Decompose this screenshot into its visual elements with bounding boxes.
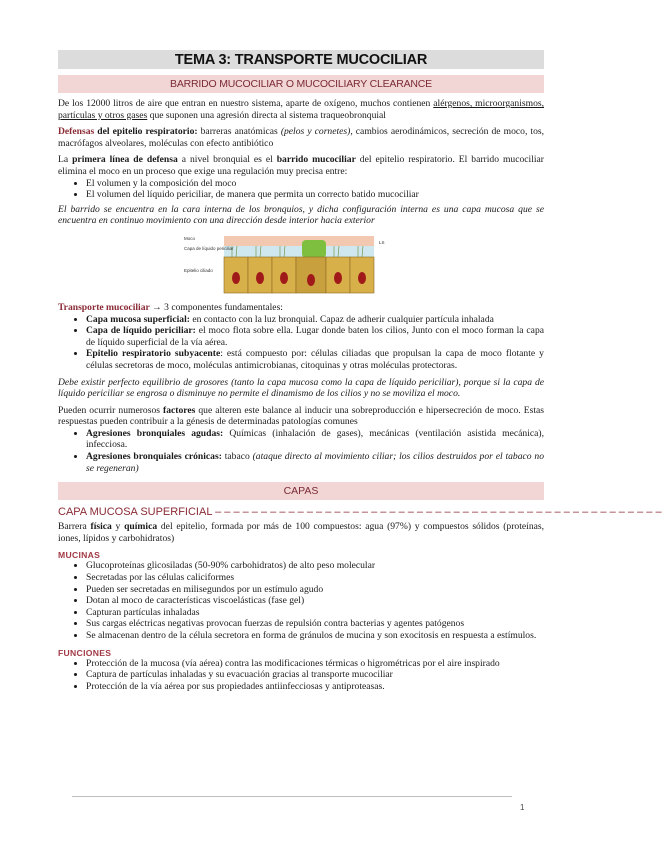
capa-mucosa-heading — [58, 506, 662, 519]
funciones-heading: FUNCIONES — [58, 647, 112, 658]
text: que suponen una agresión directa al sistema traqueobronquial — [147, 109, 386, 121]
epithelial-cells — [224, 257, 374, 293]
list-item: • Captura de partículas inhaladas y su evacuación gracias al transporte mucociliar — [86, 669, 544, 681]
figure-label-right: LS — [379, 239, 385, 245]
text: del epitelio respiratorio. El barrido mucociliar elimina el moco en un proceso que exige una regulación muy precisa entre: — [58, 154, 544, 177]
intro-paragraph-3 — [58, 154, 544, 177]
keyword-defensas: Defensas — [58, 126, 95, 138]
text: y — [111, 521, 125, 533]
list-item — [86, 325, 544, 348]
figure-label-moco: Moco — [184, 235, 196, 241]
document-page — [58, 50, 662, 692]
list-item — [86, 451, 544, 474]
mucinas-list — [58, 560, 544, 641]
list-item: • Protección de la mucosa (vía aérea) contra las modificaciones térmicas o higrométricas por el aire inspirado — [86, 658, 544, 670]
list-item: • Se almacenan dentro de la célula secretora en forma de gránulos de mucina y son exocitosis en respuesta a estímulos. — [86, 630, 544, 642]
keyword-transporte: Transporte mucociliar — [58, 301, 150, 313]
page-title: TEMA 3: TRANSPORTE MUCOCILIAR — [58, 50, 544, 69]
barrera-paragraph — [58, 521, 544, 544]
list-item — [86, 348, 544, 371]
text: el moco flota sobre ella. Lugar donde baten los cilios, Junto con el moco forman la capa de líquido superficial de la vía aérea. — [86, 325, 544, 348]
heading-text: CAPA MUCOSA SUPERFICIAL — [58, 506, 213, 519]
bold-text: Agresiones bronquiales agudas: — [86, 427, 224, 439]
italic-text: (ataque directo al movimiento ciliar; los cilios destruidos por el tabaco no se regeneran) — [86, 451, 544, 474]
text: barreras anatómicas — [197, 126, 281, 138]
list-item: • Pueden ser secretadas en milisegundos por un estímulo agudo — [86, 584, 544, 596]
text: Químicas (inhalación de gases), mecánicas (ventilación asistida mecánica), infecciosa. — [86, 427, 544, 451]
factores-paragraph — [58, 405, 544, 428]
mucinas-heading: MUCINAS — [58, 550, 101, 561]
equilibrio-note: Debe existir perfecto equilibrio de grosores (tanto la capa mucosa como la capa de líquido periciliar), porque si la capa de líquido periciliar se engrosa o disminuye no permite el dinamismo de los cilios y no se moviliza el moco. — [58, 376, 544, 400]
bold-text: primera línea de defensa — [72, 154, 178, 166]
heading-rule: – – – – – – – – – – – – – – – – – – – – – – – – – – – – – – – – – – – – – – – – – – – – – – – – – — [215, 506, 662, 519]
list-item: • Secretadas por las células caliciformes — [86, 572, 544, 584]
footer-divider — [72, 796, 512, 797]
section-subtitle: BARRIDO MUCOCILIAR O MUCOCILIARY CLEARANCE — [58, 75, 544, 93]
regulation-list — [58, 178, 544, 201]
bold-text: física — [90, 521, 112, 533]
text: La — [58, 154, 73, 166]
text: a nivel bronquial es el — [177, 154, 277, 166]
intro-paragraph-2 — [58, 126, 544, 149]
italic-text: (pelos y cornetes) — [280, 126, 351, 138]
bold-text: Agresiones bronquiales crónicas: — [86, 451, 222, 463]
mucociliary-figure — [184, 232, 394, 297]
text: en contacto con la luz bronquial. Capaz de adherir cualquier partícula inhalada — [189, 313, 494, 325]
components-list — [58, 314, 544, 372]
list-item: • El volumen y la composición del moco — [86, 178, 544, 190]
periciliary-layer — [224, 246, 374, 257]
text: del epitelio, formada por más de 100 compuestos: agua (97%) y compuestos sólidos (proteínas, iones, lípidos y carbohidratos) — [58, 521, 545, 544]
list-item: • Capturan partículas inhaladas — [86, 607, 544, 619]
list-item: • Sus cargas eléctricas negativas provocan fuerzas de repulsión contra bacterias y agentes patógenos — [86, 618, 544, 630]
list-item — [86, 314, 544, 326]
underlined-text: alérgenos, microorganismos, partículas y otros gases — [58, 98, 544, 121]
bold-text: Capa de líquido periciliar: — [86, 325, 196, 337]
bold-text: del epitelio respiratorio: — [94, 126, 198, 138]
bold-text: Capa mucosa superficial: — [86, 313, 190, 325]
text: , cambios aerodinámicos, secreción de moco, tos, macrófagos alveolares, moléculas con efecto antibiótico — [58, 126, 544, 149]
figure-label-epitelio: Epitelio ciliado — [184, 267, 213, 273]
list-item — [86, 428, 544, 451]
text: → 3 componentes fundamentales: — [149, 301, 283, 313]
text: Barrera — [58, 521, 91, 533]
list-item: • Protección de la vía aérea por sus propiedades antiinfecciosas y antiproteasas. — [86, 681, 544, 693]
mucus-layer — [224, 236, 374, 246]
text: Pueden ocurrir numerosos — [58, 404, 164, 416]
text: tabaco — [221, 451, 253, 463]
list-item: • Glucoproteínas glicosiladas (50-90% carbohidratos) de alto peso molecular — [86, 560, 544, 572]
transporte-intro — [58, 302, 544, 314]
page-number: 1 — [520, 803, 525, 812]
bold-text: barrido mucociliar — [276, 154, 356, 166]
agresiones-list — [58, 428, 544, 474]
text: De los 12000 litros de aire que entran en nuestro sistema, aparte de oxígeno, muchos contienen — [58, 98, 434, 109]
text: que alteren este balance al inducir una sobreproducción e hipersecreción de moco. Estas respuestas pueden contribuir a la génesis de determinadas patologías comunes — [58, 404, 544, 428]
intro-paragraph-1 — [58, 98, 544, 121]
funciones-list — [58, 658, 544, 693]
bold-text: factores — [163, 404, 196, 416]
capas-header: CAPAS — [58, 482, 544, 500]
goblet-secretion — [302, 240, 326, 258]
epithelium-illustration — [184, 232, 394, 297]
list-item: • Dotan al moco de características viscoelásticas (fase gel) — [86, 595, 544, 607]
barrido-note: El barrido se encuentra en la cara interna de los bronquios, y dicha configuración interna es una capa mucosa que se encuentra en continuo movimiento con una dirección desde interior hacia exterior — [58, 203, 544, 227]
bold-text: química — [124, 521, 158, 533]
bold-text: Epitelio respiratorio subyacente — [86, 348, 221, 360]
figure-label-capa: Capa de líquido periciliar — [184, 245, 234, 251]
text: : está compuesto por: células ciliadas que propulsan la capa de moco flotante y células secretoras de moco, moléculas antimicrobianas, citoquinas y otras moléculas protectoras. — [86, 348, 544, 371]
list-item: • El volumen del líquido periciliar, de manera que permita un correcto batido mucociliar — [86, 189, 544, 201]
